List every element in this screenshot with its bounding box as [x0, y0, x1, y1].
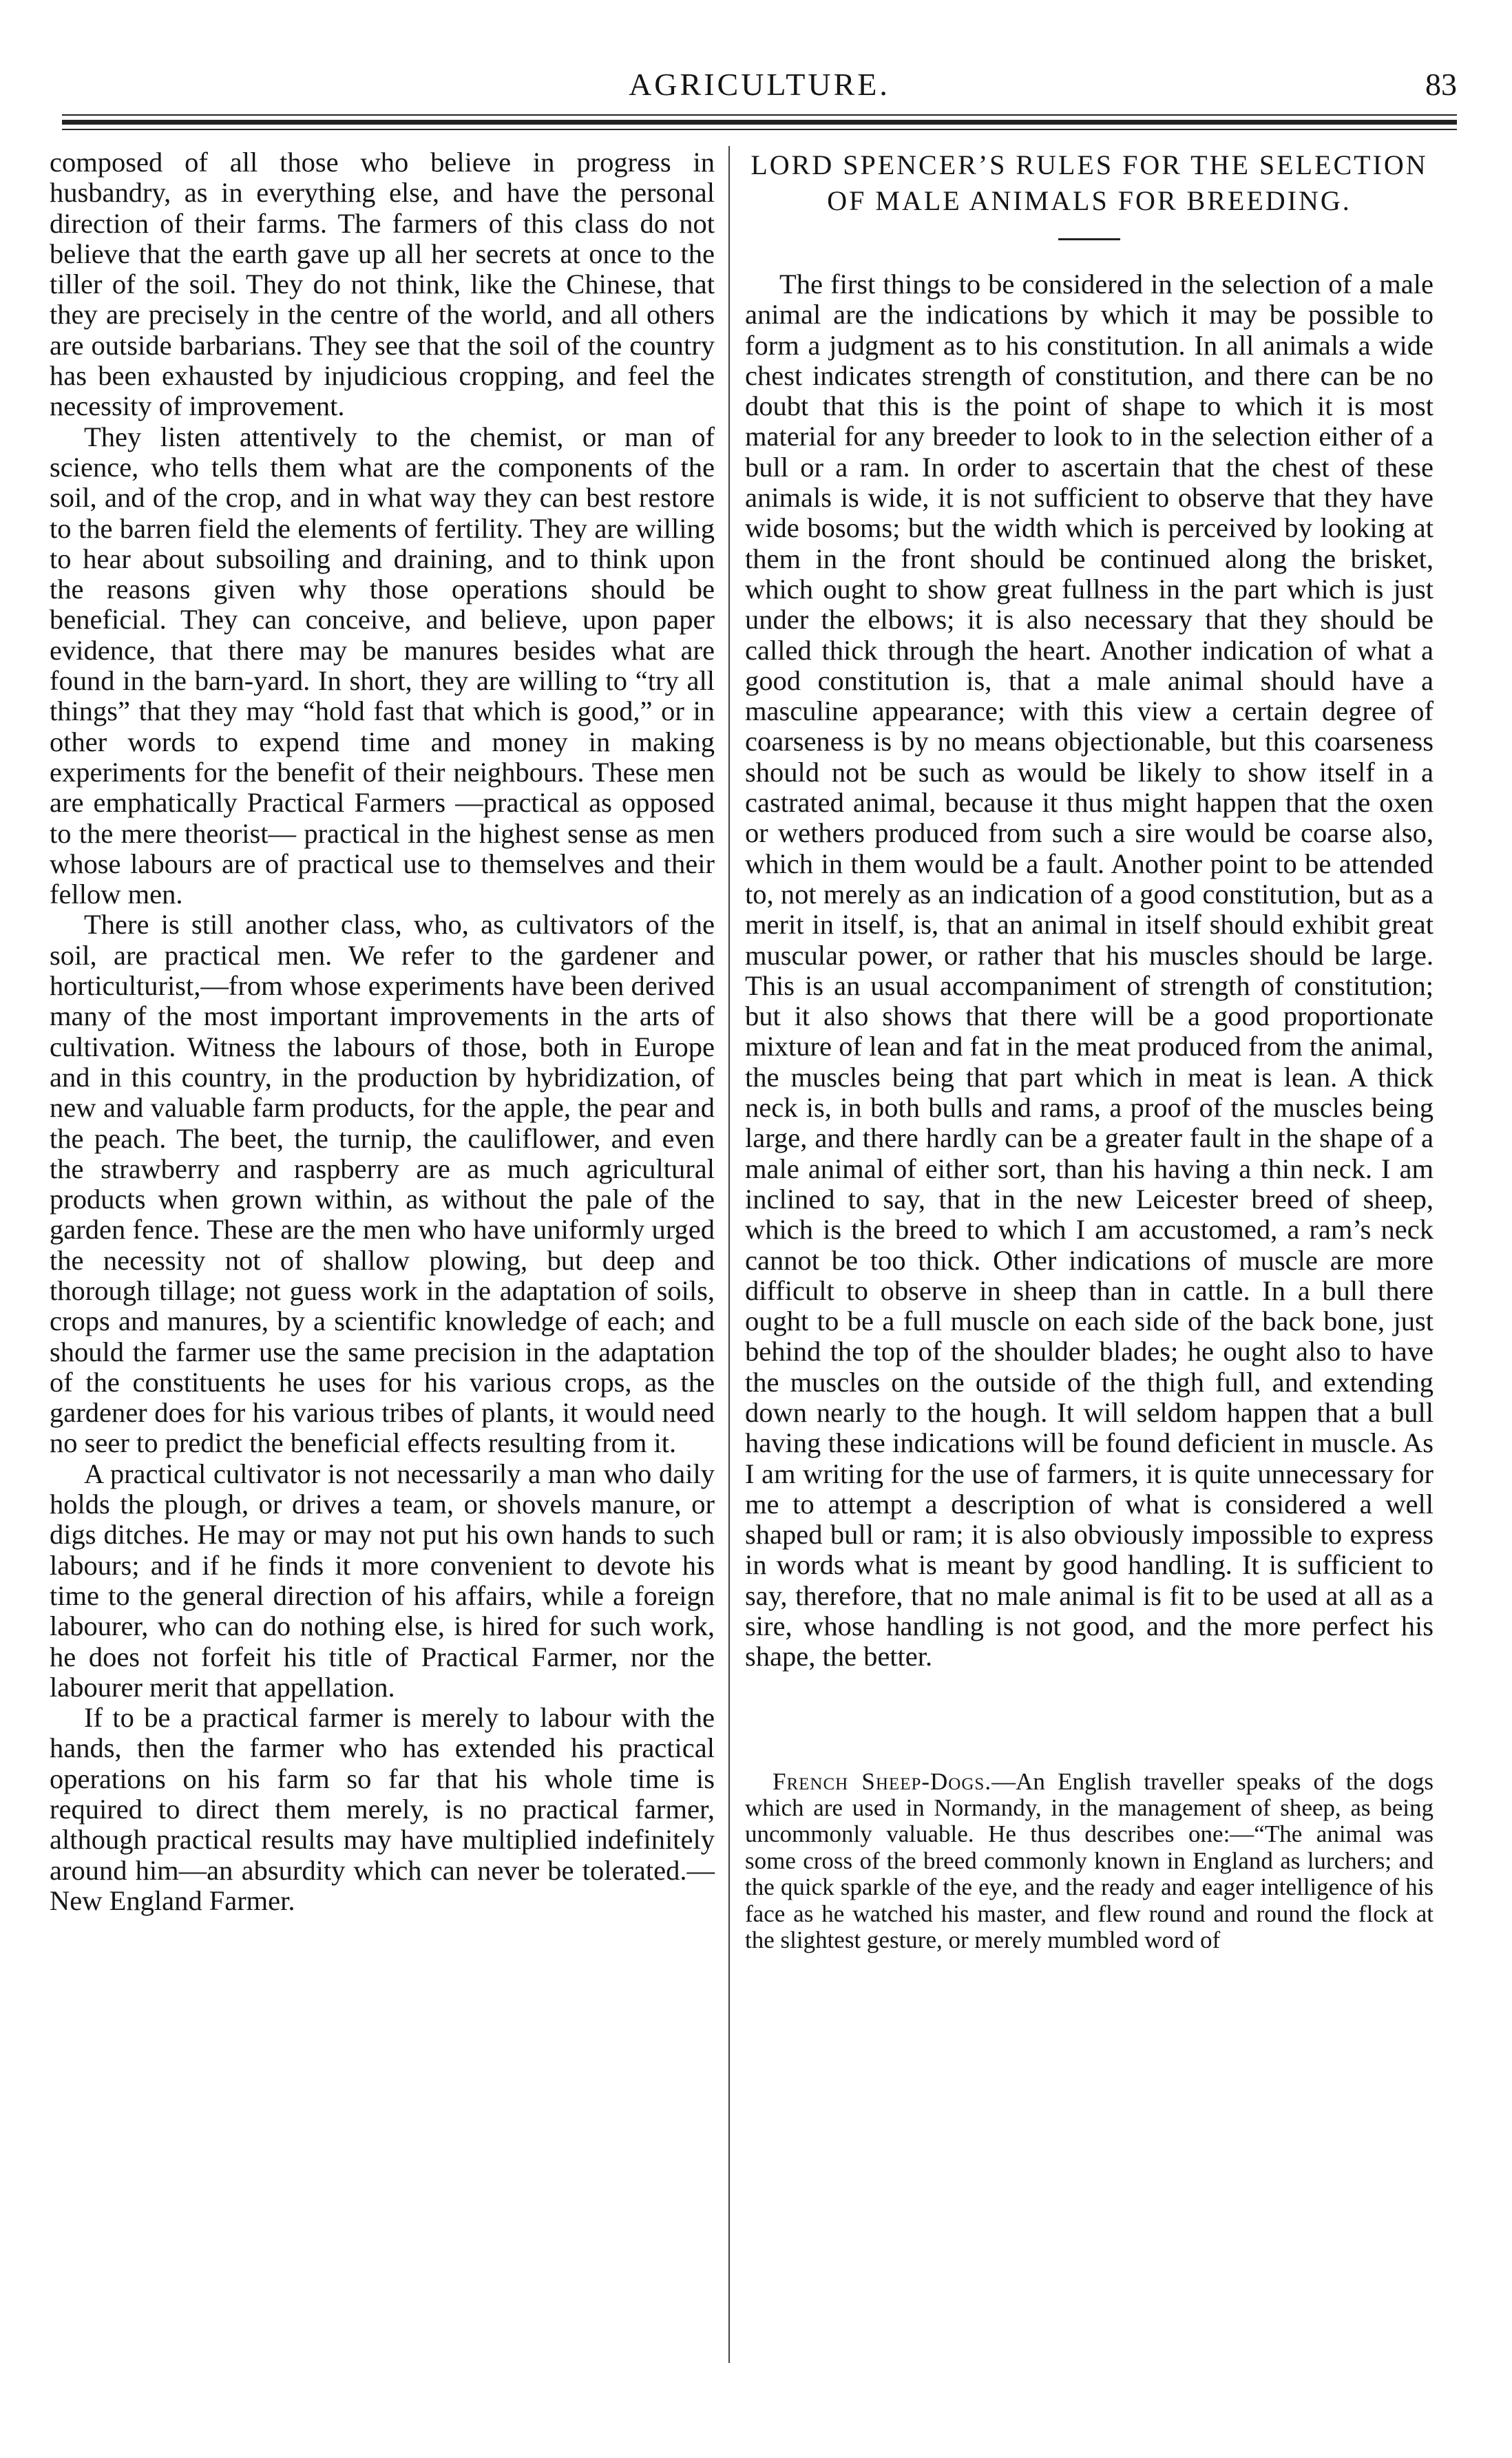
paragraph: There is still another class, who, as cultivators of the soil, are practical men. We refer to the gardener and horticulturist,—from whose experiments have been derived many of the most important improvements in the arts of cultivation. Witness the labours of those, both in Europe and in this country, in the production by hybridization, of new and valuable farm products, for the apple, the pear and the peach. The beet, the turnip, the cauliflower, and even the strawberry and raspberry are as much agricultural products when grown within, as without the pale of the garden fence. These are the men who have uniformly urged the necessity not of shallow plowing, but deep and thorough tillage; not guess work in the adaptation of soils, crops and manures, by a scientific knowledge of each; and should the farmer use the same precision in the adaptation of the constituents he uses for his various crops, as the gardener does for his various tribes of plants, it would need no seer to predict the beneficial effects resulting from it. [50, 909, 715, 1459]
title-rule [1058, 238, 1120, 240]
header-rule-thin [62, 114, 1457, 116]
running-head-title: AGRICULTURE. [629, 67, 890, 102]
paragraph: A practical cultivator is not necessarily a man who daily holds the plough, or drives a team, or shovels manure, or digs ditches. He may or may not put his own hands to such labours; and if he finds it more convenient to devote his time to the general direction of his affairs, while a foreign labourer, who can do nothing else, is hired for such work, he does not forfeit his title of Practical Farmer, nor the labourer merit that appellation. [50, 1458, 715, 1703]
header-rule-thin-lower [62, 129, 1457, 130]
page-number: 83 [1425, 67, 1457, 102]
column-divider [728, 146, 730, 2363]
article-body: The first things to be considered in the selection of a male animal are the indications by which it may be possible to form a judgment as to his constitution. In all animals a wide chest indicates strength of constitution, and there can be no doubt that this is the point of shape to which it is most material for any breeder to look to in the selection either of a bull or a ram. In order to ascertain that the chest of these animals is wide, it is not sufficient to observe that they have wide bosoms; but the width which is perceived by looking at them in the front should be continued along the brisket, which ought to show great fullness in the part which is just under the elbows; it is also necessary that they should be called thick through the heart. Another indication of what a good constitution is, that a male animal should have a masculine appearance; with this view a certain degree of coarseness is by no means objectionable, but this coarseness should not be such as would be likely to show itself in a castrated animal, because it thus might happen that the oxen or wethers produced from such a sire would be coarse also, which in them would be a fault. Another point to be attended to, not merely as an indication of a good constitution, but as a merit in itself, is, that an animal in itself should exhibit great muscular power, or rather that his muscles should be large. This is an usual accompaniment of strength of constitution; but it also shows that there will be a good proportionate mixture of lean and fat in the meat produced from the animal, the muscles being that part which in meat is lean. A thick neck is, in both bulls and rams, a proof of the muscles being large, and there hardly can be a greater fault in the shape of a male animal of either sort, than his having a thin neck. I am inclined to say, that in the new Leicester breed of sheep, which is the breed to which I am accustomed, a ram’s neck cannot be too thick. Other indications of muscle are more difficult to observe in sheep than in cattle. In a bull there ought to be a full muscle on each side of the back bone, just behind the top of the shoulder blades; he ought also to have the muscles on the outside of the thigh full, and extending down nearly to the hough. It will seldom happen that a bull having these indications will be found deficient in muscle. As I am writing for the use of farmers, it is quite unnecessary for me to attempt a description of what is considered a well shaped bull or ram; it is also obviously impossible to express in words what is meant by good handling. It is sufficient to say, therefore, that no male animal is fit to be used at all as a sire, whose handling is not good, and the more perfect his shape, the better. [745, 269, 1434, 1672]
paragraph: If to be a practical farmer is merely to labour with the hands, then the farmer who has extended his practical operations on his farm so far that his whole time is required to direct them merely, is no practical farmer, although practical results may have multiplied indefinitely around him—an absurdity which can never be tolerated.—New England Farmer. [50, 1702, 715, 1916]
running-head [62, 66, 1457, 107]
notice-body: —An English traveller speaks of the dogs which are used in Normandy, in the management of sheep, as being uncommonly valuable. He thus describes one:—“The animal was some cross of the breed commonly known in England as lurchers; and the quick sparkle of the eye, and the ready and eager intelligence of his face as he watched his master, and flew round and round the flock at the slightest gesture, or merely mumbled word of [745, 1767, 1434, 1954]
article-title: LORD SPENCER’S RULES FOR THE SELECTION OF MALE ANIMALS FOR BREEDING. [750, 149, 1428, 216]
right-column [745, 147, 1434, 1954]
notice-heading: French Sheep-Dogs. [773, 1767, 992, 1795]
paragraph: They listen attentively to the chemist, or man of science, who tells them what are the components of the soil, and of the crop, and in what way they can best restore to the barren field the elements of fertility. They are willing to hear about subsoiling and draining, and to think upon the reasons given why those operations should be beneficial. They can conceive, and believe, upon paper evidence, that there may be manures besides what are found in the barn-yard. In short, they are willing to “try all things” that they may “hold fast that which is good,” or in other words to expend time and money in making experiments for the benefit of their neighbours. These men are emphatically Practical Farmers —practical as opposed to the mere theorist— practical in the highest sense as men whose labours are of practical use to themselves and their fellow men. [50, 421, 715, 910]
header-rule-thick [62, 120, 1457, 125]
notice [745, 1769, 1434, 1954]
left-column [50, 147, 715, 1916]
paragraph: composed of all those who believe in progress in husbandry, as in everything else, and have the personal direction of their farms. The farmers of this class do not believe that the earth gave up all her secrets at once to the tiller of the soil. They do not think, like the Chinese, that they are precisely in the centre of the world, and all others are outside barbarians. They see that the soil of the country has been exhausted by injudicious cropping, and feel the necessity of improvement. [50, 147, 715, 422]
